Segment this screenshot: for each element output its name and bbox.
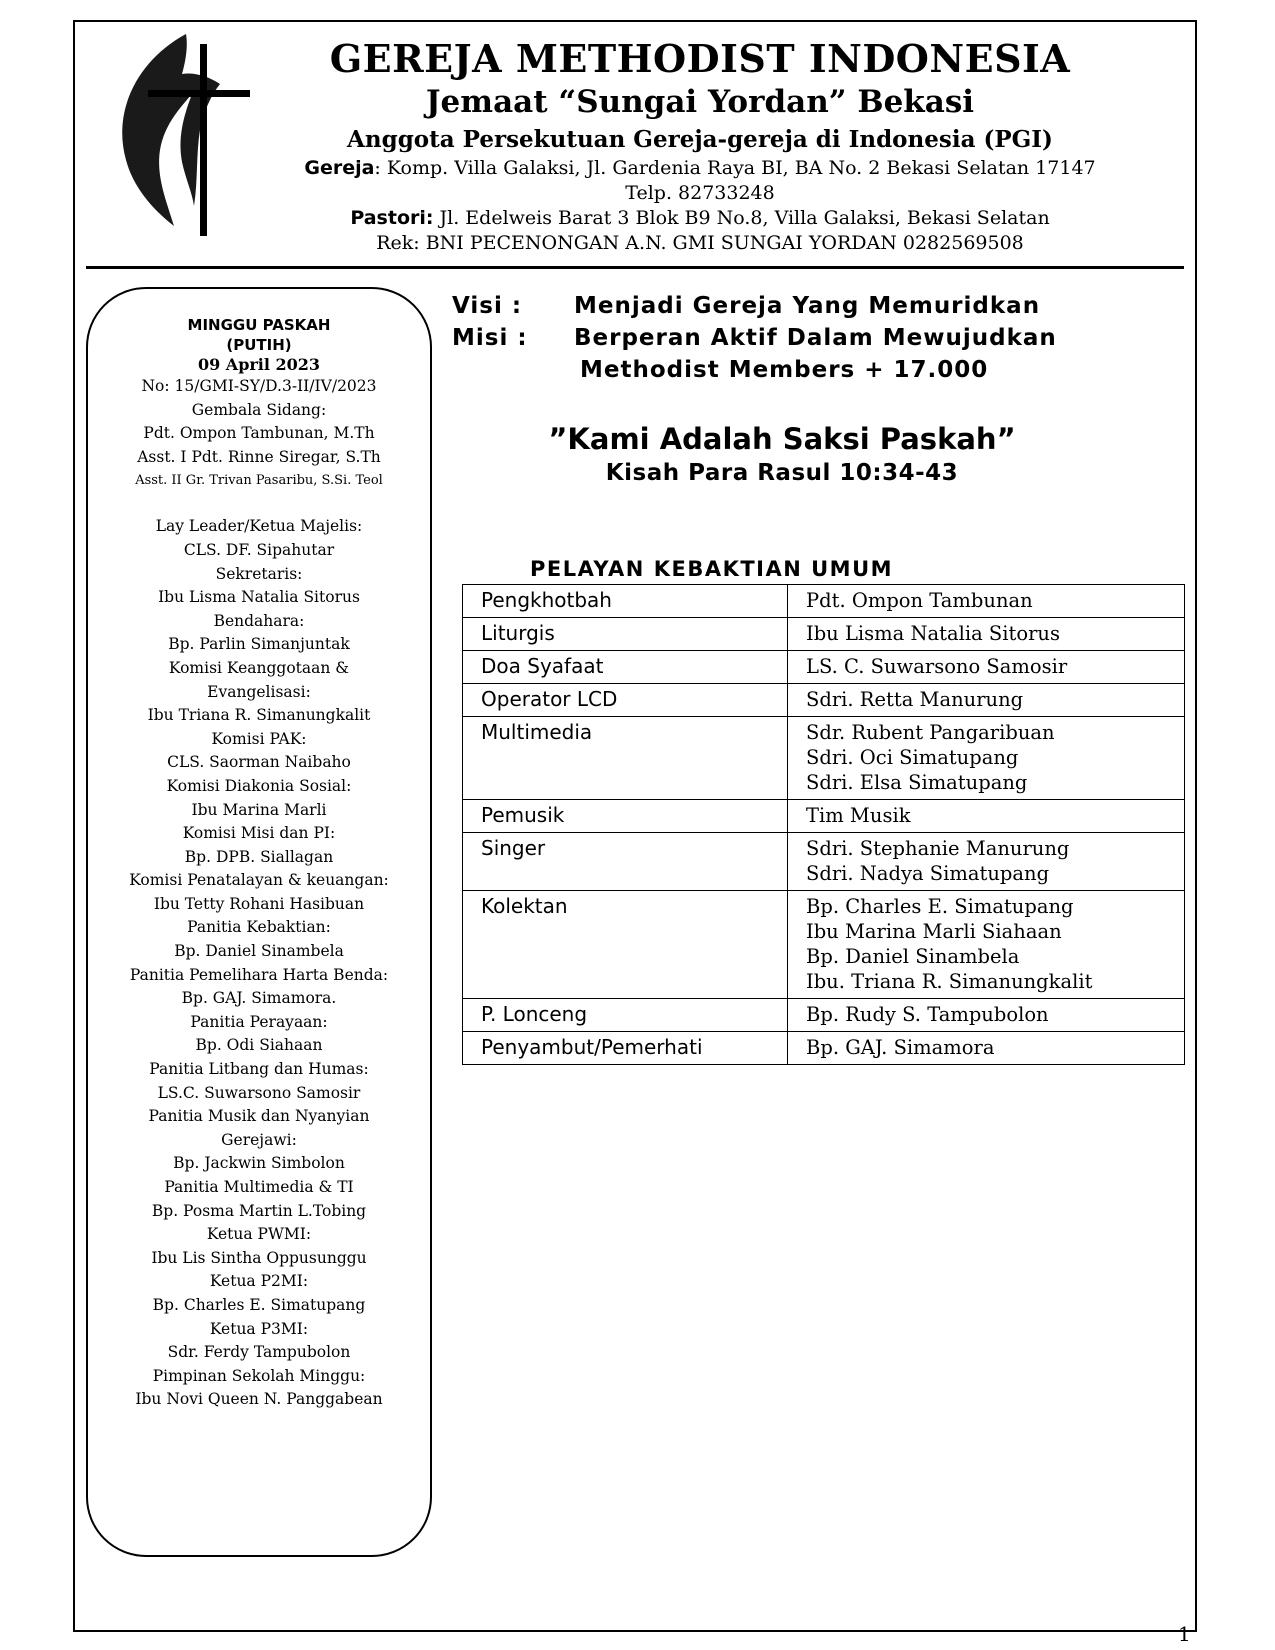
duty-person: Ibu. Triana R. Simanungkalit [806,970,1093,993]
officer-line: Panitia Multimedia & TI [164,1178,354,1196]
table-row [463,1032,1185,1065]
church-name: GEREJA METHODIST INDONESIA [329,36,1071,81]
officer-line: Ketua P2MI: [209,1272,309,1291]
table-row [463,999,1185,1032]
mission-text-cont: Methodist Members + 17.000 [580,357,989,383]
vision-text: Menjadi Gereja Yang Memuridkan [574,293,1041,319]
phone: Telp. 82733248 [625,182,775,204]
duty-person: Bp. Rudy S. Tampubolon [806,1003,1049,1026]
officer-line: Ibu Tetty Rohani Hasibuan [153,894,365,913]
officer-line: Sdr. Ferdy Tampubolon [167,1343,351,1362]
vision-label: Visi : [452,293,523,319]
pastori-label: Pastori: [350,207,434,229]
officer-line: Ketua PWMI: [206,1225,312,1244]
theme-title: ”Kami Adalah Saksi Paskah” [548,422,1016,456]
mission-label: Misi : [452,325,528,351]
duty-person: Sdri. Retta Manurung [806,688,1024,711]
officer-line: Bp. Jackwin Simbolon [173,1154,345,1173]
occasion: MINGGU PASKAH [187,316,331,334]
officer-line: Bp. Parlin Simanjuntak [168,635,350,654]
officer-line: Lay Leader/Ketua Majelis: [155,517,363,536]
page-number: 1 [1178,1622,1191,1646]
officer-line: Bendahara: [213,611,305,630]
officer-line: Bp. Posma Martin L.Tobing [151,1201,367,1220]
officer-line: Ibu Marina Marli [191,800,327,819]
bank-account: Rek: BNI PECENONGAN A.N. GMI SUNGAI YORDAN 0282569508 [376,232,1024,254]
table-row [463,833,1185,891]
duty-role: Operator LCD [463,684,788,717]
duty-person: Sdri. Nadya Simatupang [806,862,1050,885]
duty-person: Ibu Lisma Natalia Sitorus [806,622,1060,645]
officer-line: Komisi Misi dan PI: [182,824,336,843]
duty-role: Pengkhotbah [463,585,788,618]
officer-line: Ibu Lis Sintha Oppusunggu [151,1248,367,1267]
letterhead [200,36,1200,256]
officer-line: Ibu Triana R. Simanungkalit [147,706,371,725]
table-row [463,684,1185,717]
duty-names [788,618,1185,651]
officer-line: LS.C. Suwarsono Samosir [157,1083,361,1102]
officer-line: Komisi Penatalayan & keuangan: [129,871,389,890]
duty-role: Liturgis [463,618,788,651]
duty-names [788,717,1185,800]
duty-names [788,800,1185,833]
officer-line: Komisi Diakonia Sosial: [166,776,352,795]
officer-line: Panitia Pemelihara Harta Benda: [129,965,389,984]
church-address-text: : Komp. Villa Galaksi, Jl. Gardenia Raya BI, BA No. 2 Bekasi Selatan 17147 [374,157,1096,179]
table-row [463,651,1185,684]
duty-names [788,651,1185,684]
table-row [463,800,1185,833]
officer-line: Pimpinan Sekolah Minggu: [152,1366,366,1385]
officer-line: Bp. Daniel Sinambela [174,942,344,961]
duty-person: Sdri. Elsa Simatupang [806,771,1028,794]
officer-line: Komisi PAK: [211,729,307,748]
pastor-heading: Gembala Sidang: [191,400,327,419]
duty-person: Bp. Daniel Sinambela [806,945,1020,968]
duty-role: Pemusik [463,800,788,833]
duty-role: Singer [463,833,788,891]
duty-names [788,891,1185,999]
officer-line: CLS. Saorman Naibaho [167,753,351,772]
officer-line: Sekretaris: [215,564,303,583]
officer-line: Ibu Lisma Natalia Sitorus [158,588,360,607]
affiliation: Anggota Persekutuan Gereja-gereja di Indonesia (PGI) [347,126,1053,153]
table-row [463,585,1185,618]
liturgical-color: (PUTIH) [226,336,292,354]
duty-person: Pdt. Ompon Tambunan [806,589,1033,612]
vision-mission [452,290,1212,386]
duty-names [788,684,1185,717]
service-duty-table [462,584,1185,1065]
pastori-address-text: Jl. Edelweis Barat 3 Blok B9 No.8, Villa Galaksi, Bekasi Selatan [433,207,1050,229]
assistant-pastor-1: Asst. I Pdt. Rinne Siregar, S.Th [137,447,381,466]
duty-person: Sdr. Rubent Pangaribuan [806,721,1055,744]
mission-row [452,322,1212,354]
officer-line: Ibu Novi Queen N. Panggabean [135,1390,383,1409]
pastori-address [200,206,1200,231]
bulletin-number: No: 15/GMI-SY/D.3-II/IV/2023 [141,377,377,395]
table-row [463,717,1185,800]
officer-line: Bp. DPB. Siallagan [184,847,334,866]
duty-names [788,1032,1185,1065]
duty-person: Sdri. Oci Simatupang [806,746,1019,769]
church-address [200,156,1200,181]
scripture-reference: Kisah Para Rasul 10:34-43 [605,460,959,486]
duty-role: Kolektan [463,891,788,999]
mission-text: Berperan Aktif Dalam Mewujudkan [574,325,1057,351]
header-divider [86,266,1184,269]
officer-line: Gerejawi: [221,1130,297,1149]
duty-names [788,999,1185,1032]
officer-line: Panitia Perayaan: [190,1012,328,1031]
pastor-name: Pdt. Ompon Tambunan, M.Th [143,424,375,443]
duty-role: Multimedia [463,717,788,800]
congregation-name: Jemaat “Sungai Yordan” Bekasi [425,84,975,120]
duty-person: Bp. GAJ. Simamora [806,1036,995,1059]
officer-line: Bp. Odi Siahaan [195,1036,323,1055]
officer-line: Panitia Litbang dan Humas: [149,1060,369,1079]
sermon-theme [452,420,1112,488]
service-table-title: PELAYAN KEBAKTIAN UMUM [530,557,894,581]
vision-row [452,290,1212,322]
duty-names [788,833,1185,891]
officer-line: Bp. Charles E. Simatupang [152,1295,366,1314]
duty-role: Penyambut/Pemerhati [463,1032,788,1065]
duty-role: P. Lonceng [463,999,788,1032]
table-row [463,891,1185,999]
officer-line: Evangelisasi: [207,682,311,701]
officer-line: Bp. GAJ. Simamora. [181,989,337,1008]
table-row [463,618,1185,651]
church-label: Gereja [304,157,375,179]
sidebar-officers [86,287,432,1557]
duty-person: Tim Musik [806,804,911,827]
officer-line: Ketua P3MI: [209,1319,309,1338]
duty-person: Sdri. Stephanie Manurung [806,837,1070,860]
duty-names [788,585,1185,618]
service-date: 09 April 2023 [197,355,321,374]
duty-person: Bp. Charles E. Simatupang [806,895,1074,918]
officer-list [88,515,430,1412]
assistant-pastor-2: Asst. II Gr. Trivan Pasaribu, S.Si. Teol [135,473,383,489]
duty-person: Ibu Marina Marli Siahaan [806,920,1062,943]
officer-line: Komisi Keanggotaan & [168,658,350,677]
duty-role: Doa Syafaat [463,651,788,684]
officer-line: CLS. DF. Sipahutar [183,540,335,559]
duty-person: LS. C. Suwarsono Samosir [806,655,1068,678]
officer-line: Panitia Musik dan Nyanyian [148,1107,370,1126]
officer-line: Panitia Kebaktian: [187,918,331,937]
